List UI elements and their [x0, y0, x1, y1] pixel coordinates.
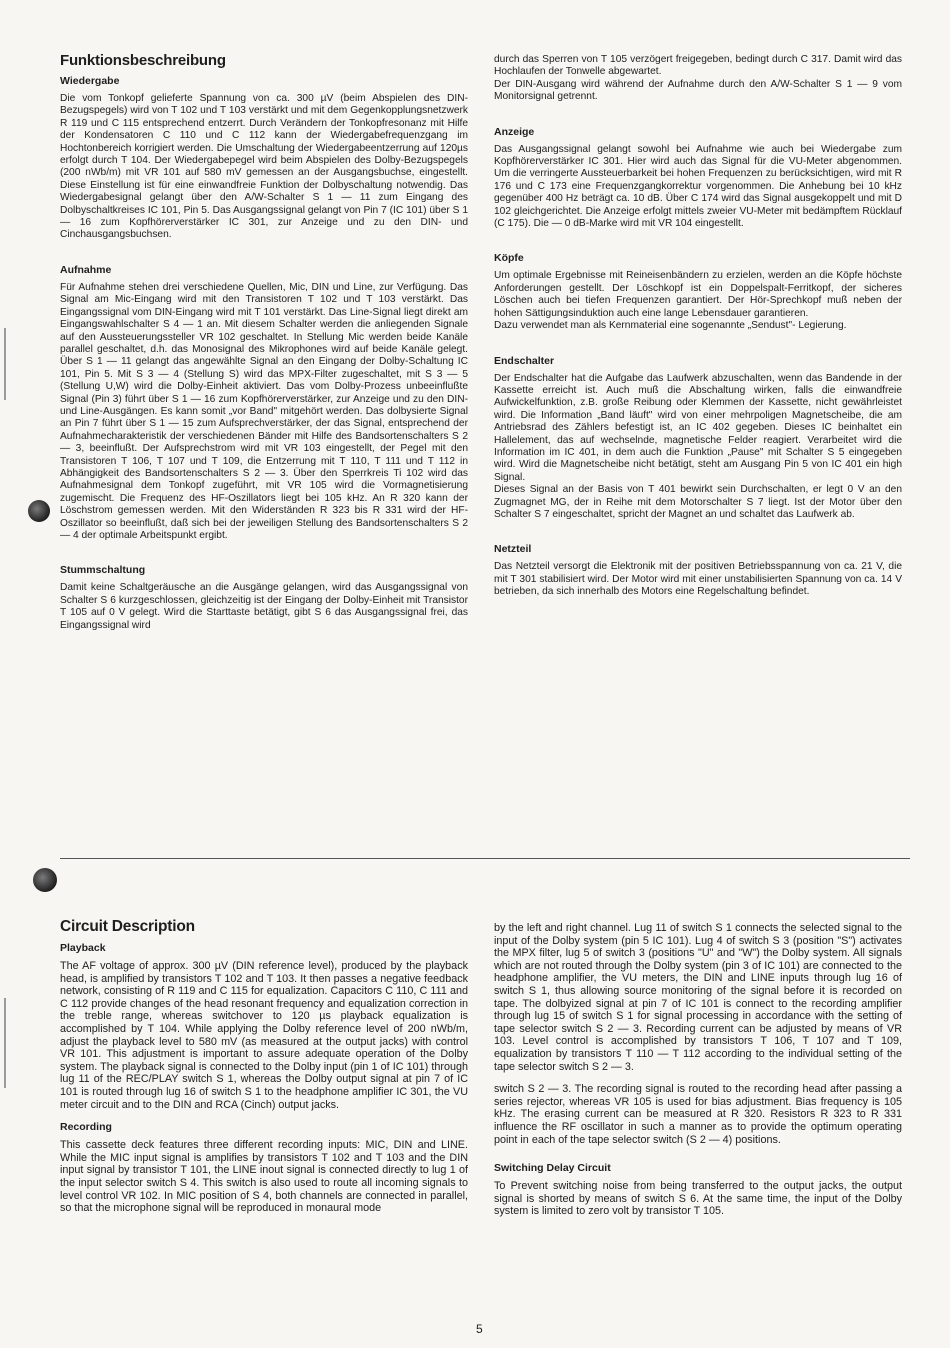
scan-edge-mark: [4, 998, 6, 1088]
paragraph-stummschaltung: Damit keine Schaltgeräusche an die Ausgänge gelangen, wird das Ausgangssignal von Schalter S 6 kurzgeschlossen, gleichzeitig ist der Eingang der Dolby-Einheit mit Transistor T 105 auf 0 V gelegt. Wird die Starttaste betätigt, gibt S 6 das Ausgangssignal frei, das Eingangssignal wird: [60, 582, 468, 631]
paragraph-endschalter: Der Endschalter hat die Aufgabe das Laufwerk abzuschalten, wenn das Bandende in der Kassette erreicht ist. Auch muß die Abschaltung wirken, falls die einwandfreie Aufwickelfunktion, z.B. große Reibung oder Klemmen der Kassette, nicht gewährleistet wird. Die Information „Band läuft" wird von einer mehrpoligen Magnetscheibe, die am Antriebsrad des Zählers befestigt ist, an IC 402 gegeben. Dieses IC beinhaltet ein Hallelement, das auf wechselnde, magnetische Felder reagiert. Verarbeitet wird die Information im IC 401, in dem auch die Funktion „Pause" mit Schalter S 5 eingegeben wird. Wird die Magnetscheibe nicht betätigt, steht am Ausgang Pin 5 von IC 401 ein high Signal. Dieses Signal an der Basis von T 401 bewirkt sein Durchschalten, er legt 0 V an den Zugmagnet MG, der in Reihe mit dem Motorschalter S 7 liegt. Ist der Motor über den Schalter S 7 eingeschaltet, spricht der Magnet an und schaltet das Laufwerk ab.: [494, 372, 902, 520]
heading-playback: Playback: [60, 942, 106, 954]
punch-hole: [33, 868, 57, 892]
page-number: 5: [476, 1322, 483, 1336]
section-divider: [60, 858, 910, 859]
heading-endschalter: Endschalter: [494, 354, 555, 367]
paragraph-recording-switch: switch S 2 — 3. The recording signal is routed to the recording head after passing a series rejector, whereas VR 105 is used for bias adjustment. Bias frequency is 105 kHz. The erasing current can be measured at R 320. Resistors R 323 to R 331 influence the RF oscillator in such a manner as to provide the optimum operating point in each of the tape selector switch (S 2 — 4) positions.: [494, 1083, 902, 1146]
heading-wiedergabe: Wiedergabe: [60, 75, 120, 87]
heading-koepfe: Köpfe: [494, 252, 524, 265]
paragraph-continuation: durch das Sperren von T 105 verzögert freigegeben, bedingt durch C 317. Damit wird das Hochlaufen der Tonwelle abgewartet. Der DIN-Ausgang wird während der Aufnahme durch den A/W-Schalter S 1 — 9 vom Monitorsignal getrennt.: [494, 54, 902, 103]
heading-stummschaltung: Stummschaltung: [60, 564, 146, 577]
paragraph-switching-delay: To Prevent switching noise from being transferred to the output jacks, the output signal is shorted by means of switch S 6. At the same time, the input of the Dolby system is limited to zero volt by transistor T 105.: [494, 1180, 902, 1218]
paragraph-netzteil: Das Netzteil versorgt die Elektronik mit der positiven Betriebsspannung von ca. 21 V, die mit T 301 stabilisiert wird. Der Motor wird mit einer unstabilisierten Spannung von ca. 14 V betrieben, da sich innerhalb des Motors eine Regelschaltung befindet.: [494, 561, 902, 598]
german-title: Funktionsbeschreibung: [60, 52, 226, 69]
paragraph-koepfe: Um optimale Ergebnisse mit Reineisenbändern zu erzielen, werden an die Köpfe höchste Anforderungen gestellt. Der Löschkopf ist ein Doppelspalt-Ferritkopf, der sicheres Löschen auch bei tiefen Frequenzen garantiert. Der Hör-Sprechkopf muß neben der hohen Sättigungsinduktion auch eine lange Lebensdauer garantieren. Dazu verwendet man als Kernmaterial eine sogenannte „Sendust"- Legierung.: [494, 270, 902, 332]
paragraph-playback: The AF voltage of approx. 300 µV (DIN reference level), produced by the playback head, is amplified by transistors T 102 and T 103. It then passes a negative feedback network, consisting of R 119 and C 115 for equalization. Capacitors C 110, C 111 and C 112 provide changes of the head resonant frequency and equalization correction in the treble range, whereas switchover to 120 µs playback equalization is accomplished by T 104. While applying the Dolby reference level of 200 nWb/m, adjust the playback level to 580 mV (as measured at the output jacks) with control VR 101. This adjustment is important to assure adequate operation of the Dolby system. The playback signal is connected to the Dolby input (pin 1 of IC 101) through lug 11 of the REC/PLAY switch S 1, whereas the Dolby output signal at pin 7 of IC 101 is routed through lug 16 of switch S 1 to the headphone amplifier IC 301, the VU meter circuit and to the DIN and RCA (Cinch) output jacks.: [60, 960, 468, 1111]
heading-recording: Recording: [60, 1121, 112, 1134]
paragraph-recording-continued: by the left and right channel. Lug 11 of switch S 1 connects the selected signal to the input of the Dolby system (pin 5 IC 101). Lug 4 of switch S 3 (position "S") activates the MPX filter, lug 5 of switch 3 (positions "U" and "W") the Dolby system. All signals which are not routed through the Dolby system (pin 3 of IC 101) are connected to the headphone amplifier, the VU meters, the DIN and LINE inputs through lug 16 of switch S 1, thus allowing source monitoring of the signal before it is recorded on tape. The dolbyized signal at pin 7 of IC 101 is connect to the recording amplifier through lug 15 of switch S 1 for signal processing in accordance with the setting of tape selector switch S 2 — 3. Recording current can be adjusted by means of VR 103. Level control is accomplished by transistors T 106, T 107 and T 109, equalization by transistors T 110 — T 112 according to the individual setting of the tape selector switch S 2 — 3.: [494, 922, 902, 1073]
german-right-column: [494, 54, 902, 599]
german-left-column: [60, 52, 468, 632]
heading-netzteil: Netzteil: [494, 543, 532, 556]
punch-hole: [28, 500, 50, 522]
heading-aufnahme: Aufnahme: [60, 263, 112, 276]
english-right-column: [494, 922, 902, 1218]
heading-anzeige: Anzeige: [494, 125, 535, 138]
paragraph-anzeige: Das Ausgangssignal gelangt sowohl bei Aufnahme wie auch bei Wiedergabe zum Kopfhörerverstärker IC 301. Hier wird auch das Signal für die VU-Meter abgenommen. Um die verringerte Aussteuerbarkeit bei hohen Frequenzen zu berücksichtigen, wird mit R 176 und C 173 eine Frequenzgangkorrektur vorgenommen. Die Anhebung bei 10 kHz gegenüber 400 Hz beträgt ca. 10 dB. Über C 174 wird das Signal ausgekoppelt und mit D 102 gleichgerichtet. Die Anzeige erfolgt mittels zweier VU-Meter mit bedämpftem Rücklauf (C 175). Die — 0 dB-Marke wird mit VR 104 eingestellt.: [494, 143, 902, 230]
heading-switching-delay: Switching Delay Circuit: [494, 1162, 611, 1175]
english-title: Circuit Description: [60, 918, 195, 935]
paragraph-aufnahme: Für Aufnahme stehen drei verschiedene Quellen, Mic, DIN und Line, zur Verfügung. Das Signal am Mic-Eingang wird mit den Transistoren T 102 und T 103 verstärkt. Das Eingangssignal vom DIN-Eingang wird mit T 101 verstärkt. Das Line-Signal liegt direkt am Eingangswahlschalter S 4 — 1 an. Mit diesem Schalter werden die anliegenden Signale auf den Aussteuerungssteller VR 102 geschaltet. In Stellung Mic werden beide Kanäle parallel geschaltet, d.h. das Monosignal des Mikrophones wird auf beide Kanäle gelegt. Über S 1 — 11 gelangt das angewählte Signal an den Eingang der Dolby-Schaltung IC 101, Pin 5. Mit S 3 — 4 (Stellung S) wird das MPX-Filter zugeschaltet, mit S 3 — 5 (Stellung U,W) wird die Dolby-Einheit aktiviert. Das vom Dolby-Prozess unbeeinflußte Signal (Pin 3) führt über S 1 — 16 zum Kopfhörerverstärker, zur Anzeige und zu den DIN- und Line-Ausgängen. Es kann somit „vor Band" mitgehört werden. Das dolbysierte Signal an Pin 7 führt über S 1 — 15 zum Aufsprechverstärker, der das Signal, entsprechend der Aufnahmecharakteristik der verschiedenen Bänder mit Hilfe des Bandsortenschalters S 2 — 3, beeinflußt. Der Aufsprechstrom wird mit VR 103 eingestellt, der Pegel mit den Transistoren T 106, T 107 und T 109, die Entzerrung mit T 110, T 111 und T 112 in Abhängigkeit des Bandsortenschalters S 2 — 3. Über den Sperrkreis Ti 102 wird das Aufnahmesignal dem Tonkopf zugeführt, mit VR 105 wird die Vormagnetisierung zugemischt. Die Frequenz des HF-Oszillators liegt bei 105 kHz. An R 320 kann der Löschstrom gemessen werden. Mit den Widerständen R 323 bis R 331 wird der HF-Oszillator so beeinflußt, daß sich bei der jeweiligen Stellung des Bandsortenschalters S 2 — 4 der optimale Arbeitspunkt ergibt.: [60, 281, 468, 541]
paragraph-wiedergabe: Die vom Tonkopf gelieferte Spannung von ca. 300 µV (beim Abspielen des DIN-Bezugspegels) wird von T 102 und T 103 verstärkt und mit dem Gegenkopplungsnetzwerk R 119 und C 115 entsprechend entzerrt. Durch Verändern der Tonkopfresonanz mit Hilfe der Kondensatoren C 110 und C 112 kann der Wiedergabefrequenzgang im Hochtonbereich korrigiert werden. Die Umschaltung der Wiedergabeentzerrung auf 120µs erfolgt durch T 104. Der Wiedergabepegel wird beim Abspielen des Dolby-Bezugspegels (200 nWb/m) mit VR 101 auf 580 mV gemessen an der Ausgangsbuchse, eingestellt. Diese Einstellung ist für eine einwandfreie Funktion der Dolbyschaltung notwendig. Das Wiedergabesignal gelangt über den A/W-Schalter S 1 — 11 zum Eingang des Dolbyschaltkreises IC 101, Pin 5. Das Ausgangssignal gelangt von Pin 7 (IC 101) über S 1 — 16 zum Kopfhörerverstärker IC 301, zur Anzeige und zu den DIN- und Cinchausgangsbuchsen.: [60, 93, 468, 241]
english-left-column: [60, 918, 468, 1215]
paragraph-recording: This cassette deck features three different recording inputs: MIC, DIN and LINE. While the MIC input signal is amplifies by transistors T 102 and T 103 and the DIN input signal by transistor T 101, the LINE inout signal is connected directly to lug 1 of the input selector switch S 4. This switch is also used to route all incoming signals to level control VR 102. In MIC position of S 4, both channels are connected in parallel, so that the microphone signal will be reproduced in monaural mode: [60, 1139, 468, 1215]
scan-edge-mark: [4, 328, 6, 400]
